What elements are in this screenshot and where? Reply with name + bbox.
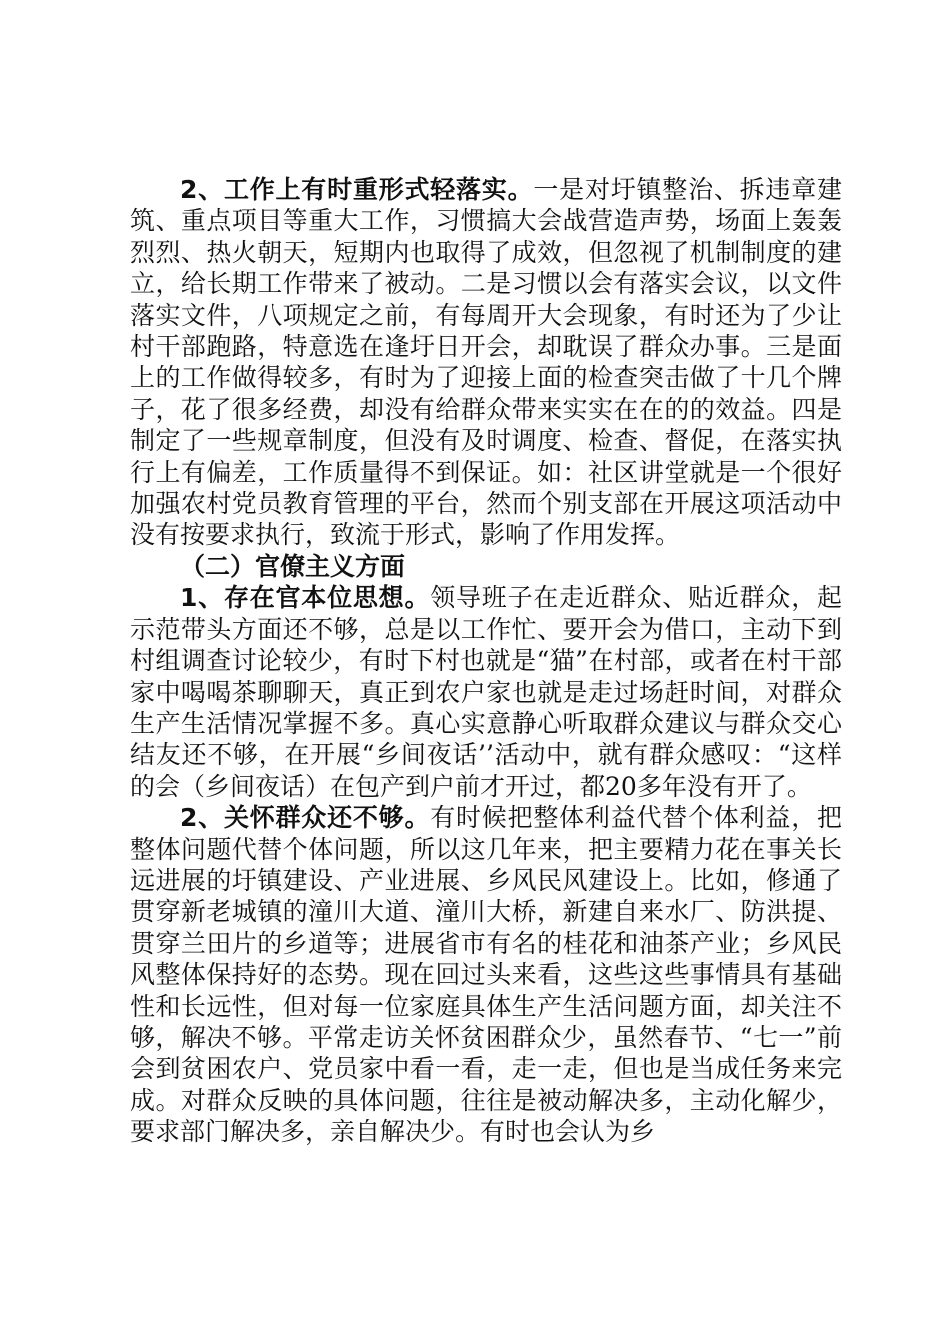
document-page — [130, 174, 842, 1148]
paragraph-caring-for-masses — [130, 802, 842, 1147]
section-heading-bureaucratism: （二）官僚主义方面 — [180, 551, 406, 581]
paragraph-formalism — [130, 174, 842, 551]
paragraph-lead: 2、关怀群众还不够。 — [180, 803, 431, 833]
paragraph-official-rank-thinking — [130, 582, 842, 802]
paragraph-lead: 1、存在官本位思想。 — [180, 583, 431, 613]
paragraph-body: 领导班子在走近群众、贴近群众，起示范带头方面还不够，总是以工作忙、要开会为借口，主动下到村组调查讨论较少，有时下村也就是“猫”在村部，或者在村干部家中喝喝茶聊聊天，真正到农户家也就是走过场赶时间，对群众生产生活情况掌握不多。真心实意静心听取群众建议与群众交心结友还不够，在开展“乡间夜话’’活动中，就有群众感叹：“这样的会（乡间夜话）在包产到户前才开过，都20多年没有开了。 — [130, 583, 842, 801]
paragraph-lead: 2、工作上有时重形式轻落实。 — [180, 175, 534, 204]
paragraph-body: 有时候把整体利益代替个体利益，把整体问题代替个体问题，所以这几年来，把主要精力花在事关长远进展的圩镇建设、产业进展、乡风民风建设上。比如，修通了贯穿新老城镇的潼川大道、潼川大桥，新建自来水厂、防洪提、贯穿兰田片的乡道等；进展省市有名的桂花和油茶产业；乡风民风整体保持好的态势。现在回过头来看，这些这些事情具有基础性和长远性，但对每一位家庭具体生产生活问题方面，却关注不够，解决不够。平常走访关怀贫困群众少，虽然春节、“七一”前会到贫困农户、党员家中看一看，走一走，但也是当成任务来完成。对群众反映的具体问题，往往是被动解决多，主动化解少，要求部门解决多，亲自解决少。有时也会认为乡 — [130, 803, 842, 1147]
paragraph-body: 一是对圩镇整治、拆违章建筑、重点项目等重大工作，习惯搞大会战营造声势，场面上轰轰烈烈、热火朝天，短期内也取得了成效，但忽视了机制制度的建立，给长期工作带来了被动。二是习惯以会有落实会议，以文件落实文件，八项规定之前，有每周开大会现象，有时还为了少让村干部跑路，特意选在逢圩日开会，却耽误了群众办事。三是面上的工作做得较多，有时为了迎接上面的检查突击做了十几个牌子，花了很多经费，却没有给群众带来实实在在的的效益。四是制定了一些规章制度，但没有及时调度、检查、督促，在落实执行上有偏差，工作质量得不到保证。如：社区讲堂就是一个很好加强农村党员教育管理的平台，然而个别支部在开展这项活动中没有按要求执行，致流于形式，影响了作用发挥。 — [130, 175, 842, 550]
